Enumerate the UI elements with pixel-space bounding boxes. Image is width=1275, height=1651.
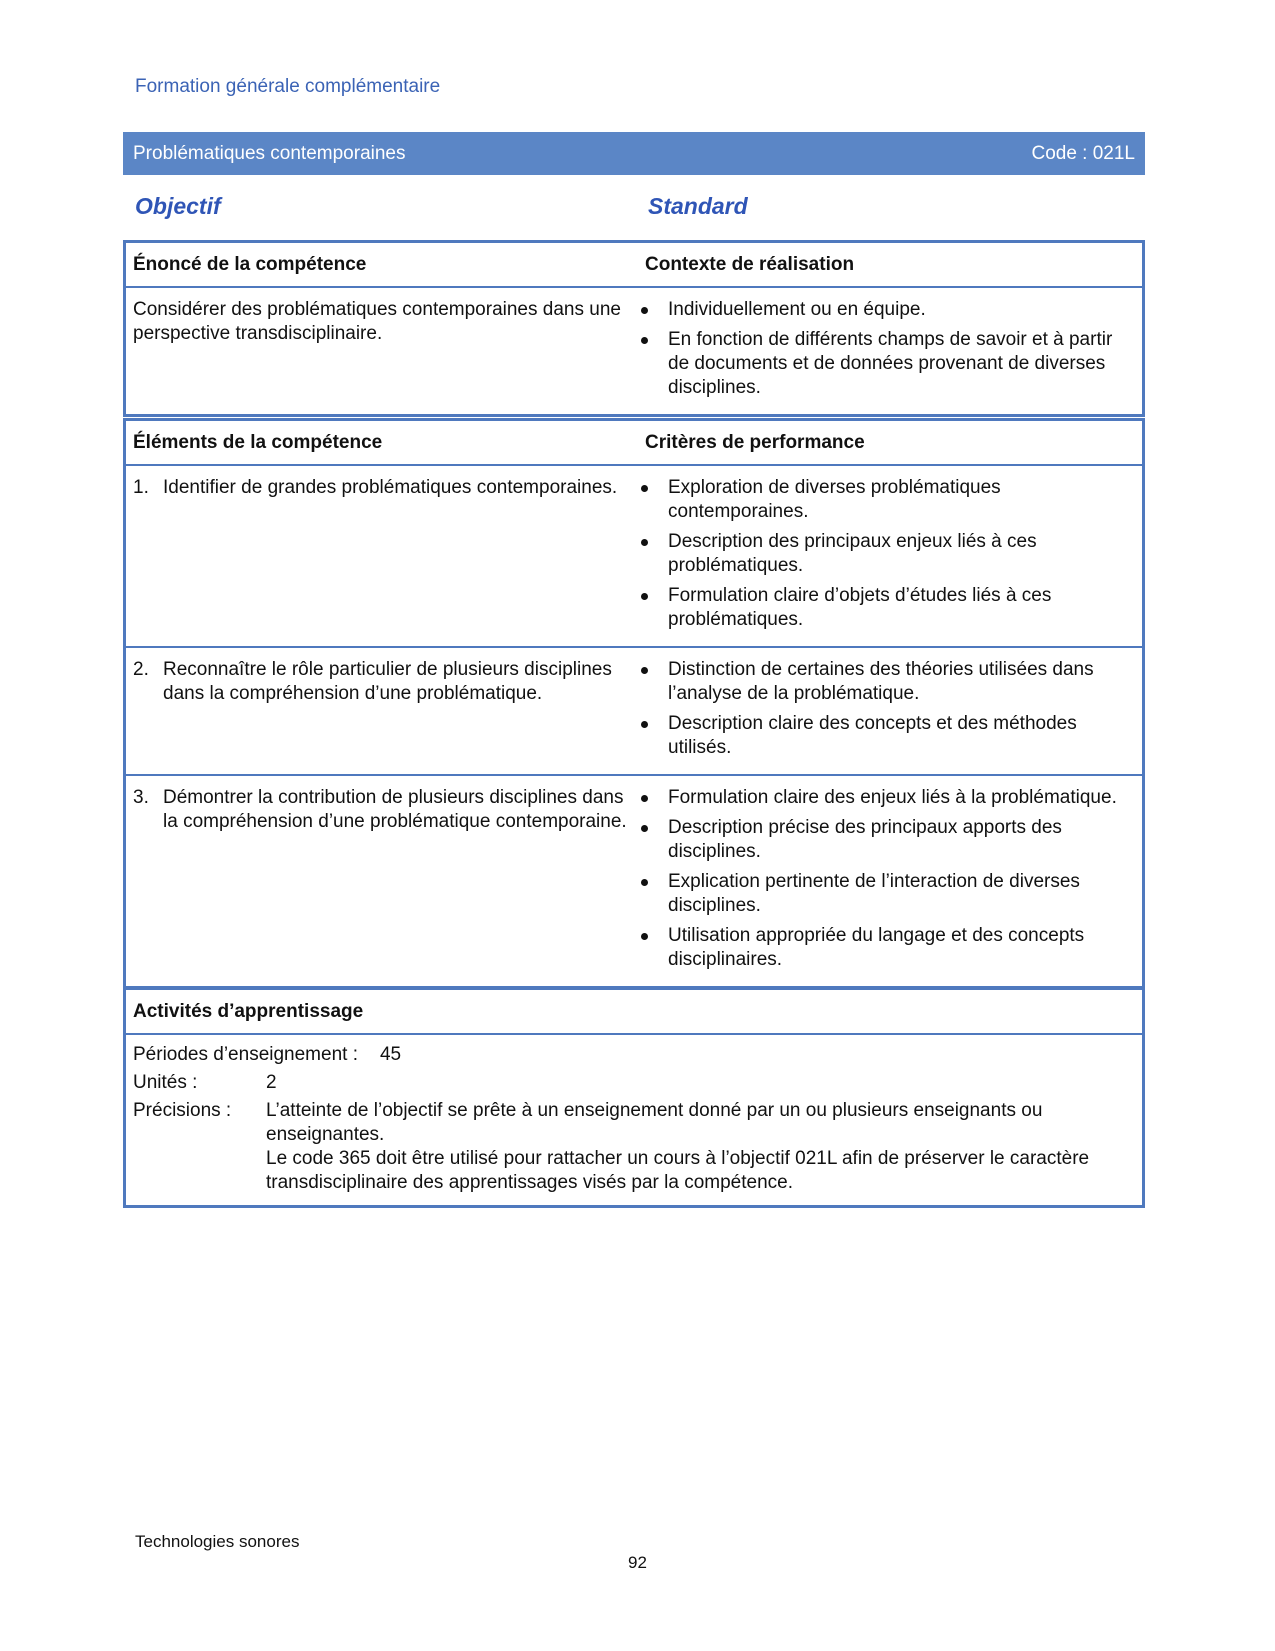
unites-line [133,1071,1135,1095]
periodes-value: 45 [379,1044,402,1065]
precisions-line [133,1099,1135,1195]
periodes-label: Périodes d’enseignement : [133,1044,358,1065]
criteria-list [638,786,1132,972]
list-item: Description claire des concepts et des méthodes utilisés. [638,712,1132,760]
list-item: Formulation claire des enjeux liés à la problématique. [638,786,1132,810]
periodes-line [133,1043,1135,1067]
bullet-icon [638,816,668,864]
unites-label: Unités : [133,1072,198,1093]
section-title: Formation générale complémentaire [135,76,441,97]
table-row [126,466,1142,648]
bullet-icon [638,476,668,524]
table-row [126,776,1142,986]
list-item: Exploration de diverses problématiques contemporaines. [638,476,1132,524]
activites-table [123,987,1145,1208]
bullet-icon [638,870,668,918]
precision-text: Le code 365 doit être utilisé pour rattacher un cours à l’objectif 021L afin de préserver le caractère transdisciplinaire des apprentissages visés par la compétence. [266,1148,1090,1193]
elements-table [123,418,1145,989]
list-item: En fonction de différents champs de savoir et à partir de documents et de données provenant de diverses disciplines. [638,328,1132,400]
element-number: 1. [133,477,149,498]
bullet-icon [638,530,668,578]
elements-col-header: Éléments de la compétence [133,431,383,453]
criteria-list [638,476,1132,632]
competence-row [126,288,1142,414]
banner-title: Problématiques contemporaines [133,142,406,164]
competence-header [126,243,1142,288]
bullet-icon [638,924,668,972]
list-item: Formulation claire d’objets d’études liés à ces problématiques. [638,584,1132,632]
standard-heading: Standard [648,193,748,219]
bullet-icon [638,658,668,706]
page-number: 92 [628,1553,647,1572]
list-item: Individuellement ou en équipe. [638,298,1132,322]
table-row [126,648,1142,776]
objectif-heading: Objectif [135,193,221,219]
element-number: 3. [133,787,149,808]
list-item: Explication pertinente de l’interaction de diverses disciplines. [638,870,1132,918]
criteria-list [638,658,1132,760]
bullet-icon [638,298,668,322]
contexte-list [638,298,1132,400]
bullet-icon [638,712,668,760]
list-item: Utilisation appropriée du langage et des concepts disciplinaires. [638,924,1132,972]
list-item: Distinction de certaines des théories utilisées dans l’analyse de la problématique. [638,658,1132,706]
bullet-icon [638,328,668,400]
list-item: Description précise des principaux apports des disciplines. [638,816,1132,864]
precisions-label: Précisions : [133,1100,232,1121]
precision-text: L’atteinte de l’objectif se prête à un enseignement donné par un ou plusieurs enseignants ou enseignantes. [266,1100,1043,1145]
banner-code: Code : 021L [1031,142,1135,164]
title-banner [123,132,1145,175]
element-number: 2. [133,659,149,680]
activites-header [126,990,1142,1035]
element-text: Reconnaître le rôle particulier de plusieurs disciplines dans la compréhension d’une problématique. [163,659,612,704]
element-text: Démontrer la contribution de plusieurs disciplines dans la compréhension d’une problématique contemporaine. [163,787,627,832]
enonce-header: Énoncé de la compétence [133,253,367,275]
footer-program: Technologies sonores [135,1532,300,1551]
bullet-icon [638,786,668,810]
list-item: Description des principaux enjeux liés à ces problématiques. [638,530,1132,578]
competence-table [123,240,1145,417]
elements-header [126,421,1142,466]
contexte-header: Contexte de réalisation [645,253,855,275]
criteres-col-header: Critères de performance [645,431,865,453]
enonce-text: Considérer des problématiques contemporaines dans une perspective transdisciplinaire. [133,299,621,344]
activites-body [126,1035,1142,1205]
bullet-icon [638,584,668,632]
unites-value: 2 [266,1072,277,1093]
element-text: Identifier de grandes problématiques contemporaines. [163,477,618,498]
activites-title: Activités d’apprentissage [133,1000,364,1022]
